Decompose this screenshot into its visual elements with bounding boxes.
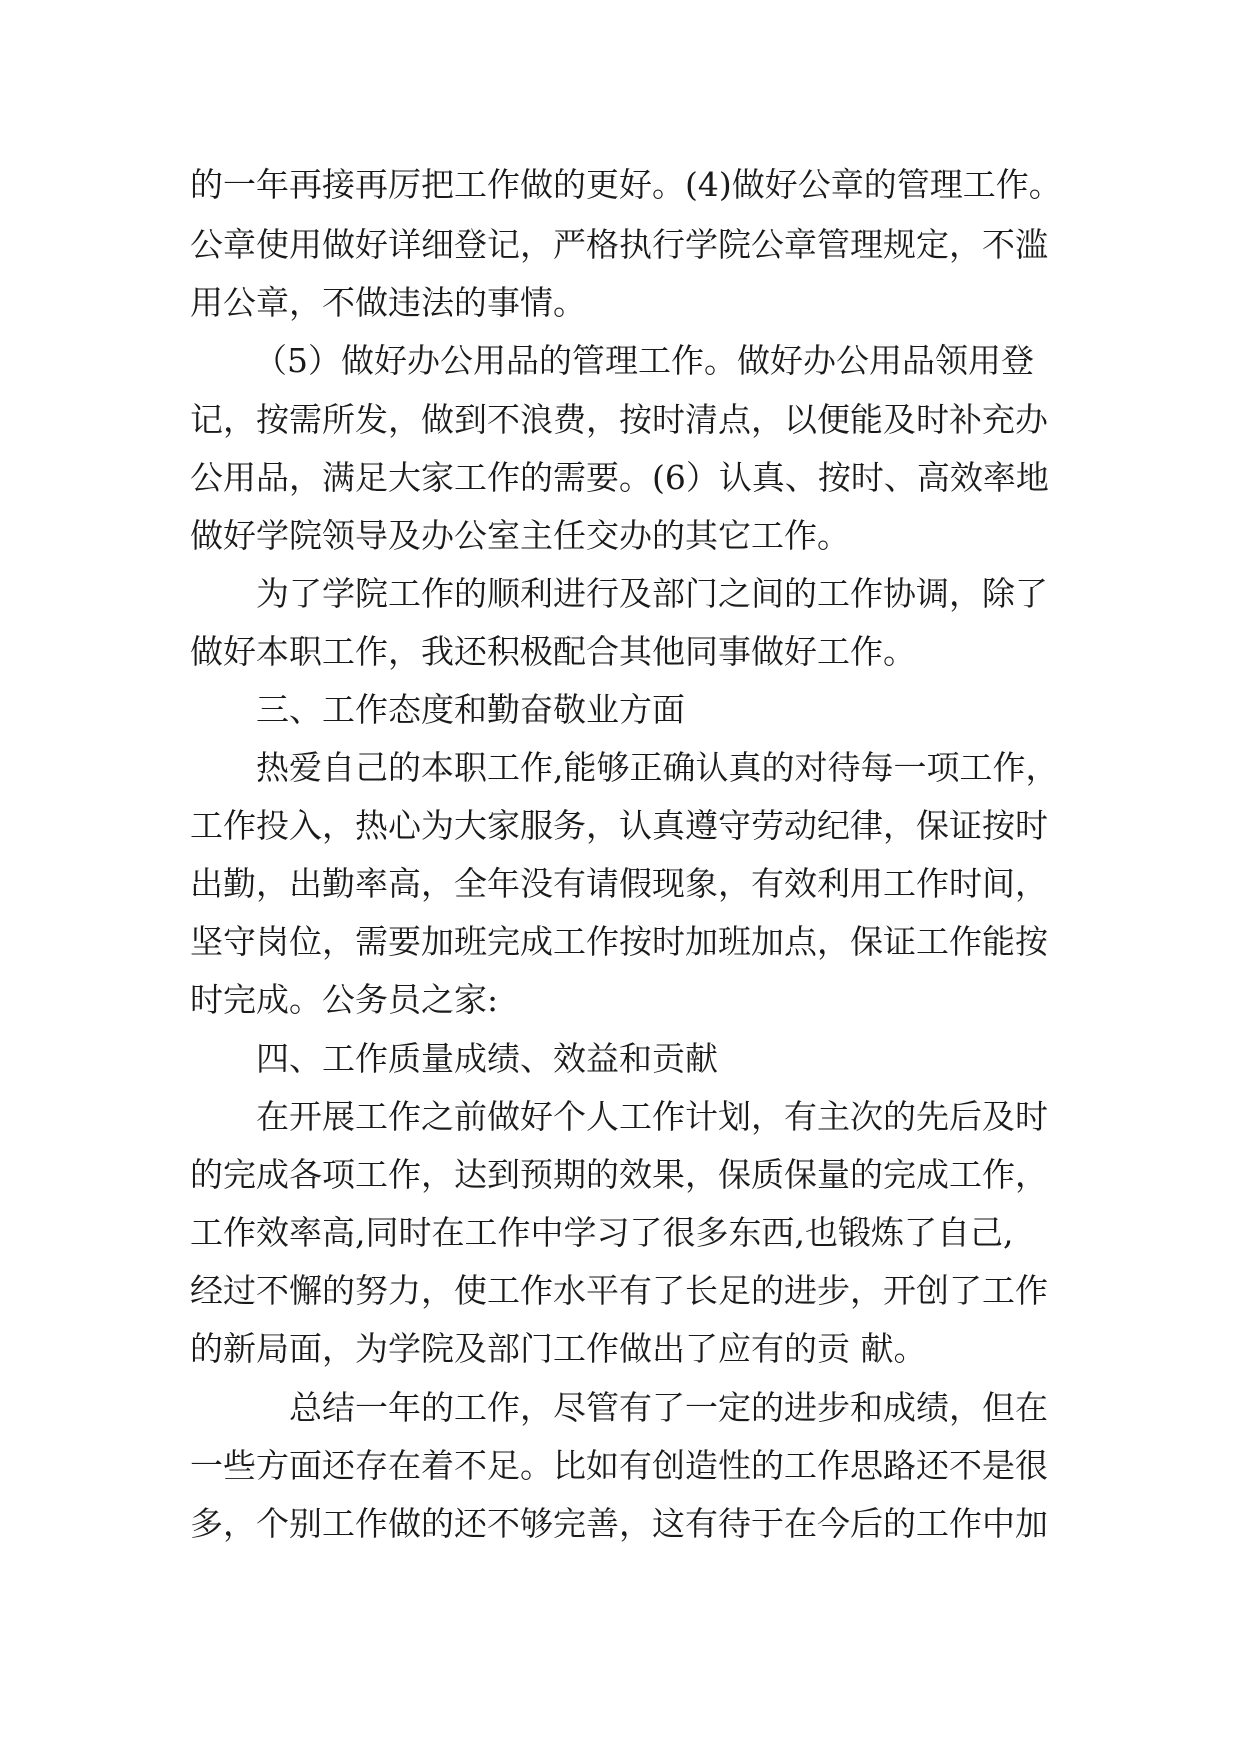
text-line: 在开展工作之前做好个人工作计划，有主次的先后及时	[256, 1097, 1048, 1136]
text-line: 一些方面还存在着不足。比如有创造性的工作思路还不是很	[190, 1446, 1048, 1485]
text-line: 做好本职工作，我还积极配合其他同事做好工作。	[190, 632, 916, 671]
text-line: 做好学院领导及办公室主任交办的其它工作。	[190, 516, 850, 555]
text-line: 热爱自己的本职工作,能够正确认真的对待每一项工作，	[256, 748, 1059, 787]
text-line: 时完成。公务员之家:	[190, 980, 499, 1019]
section-heading: 三、工作态度和勤奋敬业方面	[256, 690, 685, 729]
text-line: 工作效率高,同时在工作中学习了很多东西,也锻炼了自己,	[190, 1213, 1014, 1252]
text-line: 经过不懈的努力，使工作水平有了长足的进步，开创了工作	[190, 1271, 1048, 1310]
text-line: 工作投入，热心为大家服务，认真遵守劳动纪律，保证按时	[190, 806, 1048, 845]
text-line: 出勤，出勤率高，全年没有请假现象，有效利用工作时间，	[190, 864, 1048, 903]
text-line: 的完成各项工作，达到预期的效果，保质保量的完成工作，	[190, 1155, 1048, 1194]
text-line: 坚守岗位，需要加班完成工作按时加班加点，保证工作能按	[190, 922, 1048, 961]
text-line: 用公章，不做违法的事情。	[190, 283, 586, 322]
text-line: 多，个别工作做的还不够完善，这有待于在今后的工作中加	[190, 1504, 1048, 1543]
text-line: 记，按需所发，做到不浪费，按时清点，以便能及时补充办	[190, 400, 1048, 439]
text-line: 总结一年的工作，尽管有了一定的进步和成绩，但在	[289, 1388, 1048, 1427]
section-heading: 四、工作质量成绩、效益和贡献	[256, 1039, 718, 1078]
text-line: 公用品，满足大家工作的需要。(6）认真、按时、高效率地	[190, 458, 1049, 497]
text-line: 为了学院工作的顺利进行及部门之间的工作协调，除了	[256, 574, 1048, 613]
text-line: 公章使用做好详细登记，严格执行学院公章管理规定，不滥	[190, 225, 1048, 264]
text-line: （5）做好办公用品的管理工作。做好办公用品领用登	[254, 341, 1034, 380]
text-line: 的一年再接再厉把工作做的更好。(4)做好公章的管理工作。	[190, 165, 1062, 204]
text-line: 的新局面，为学院及部门工作做出了应有的贡 献。	[190, 1329, 927, 1368]
